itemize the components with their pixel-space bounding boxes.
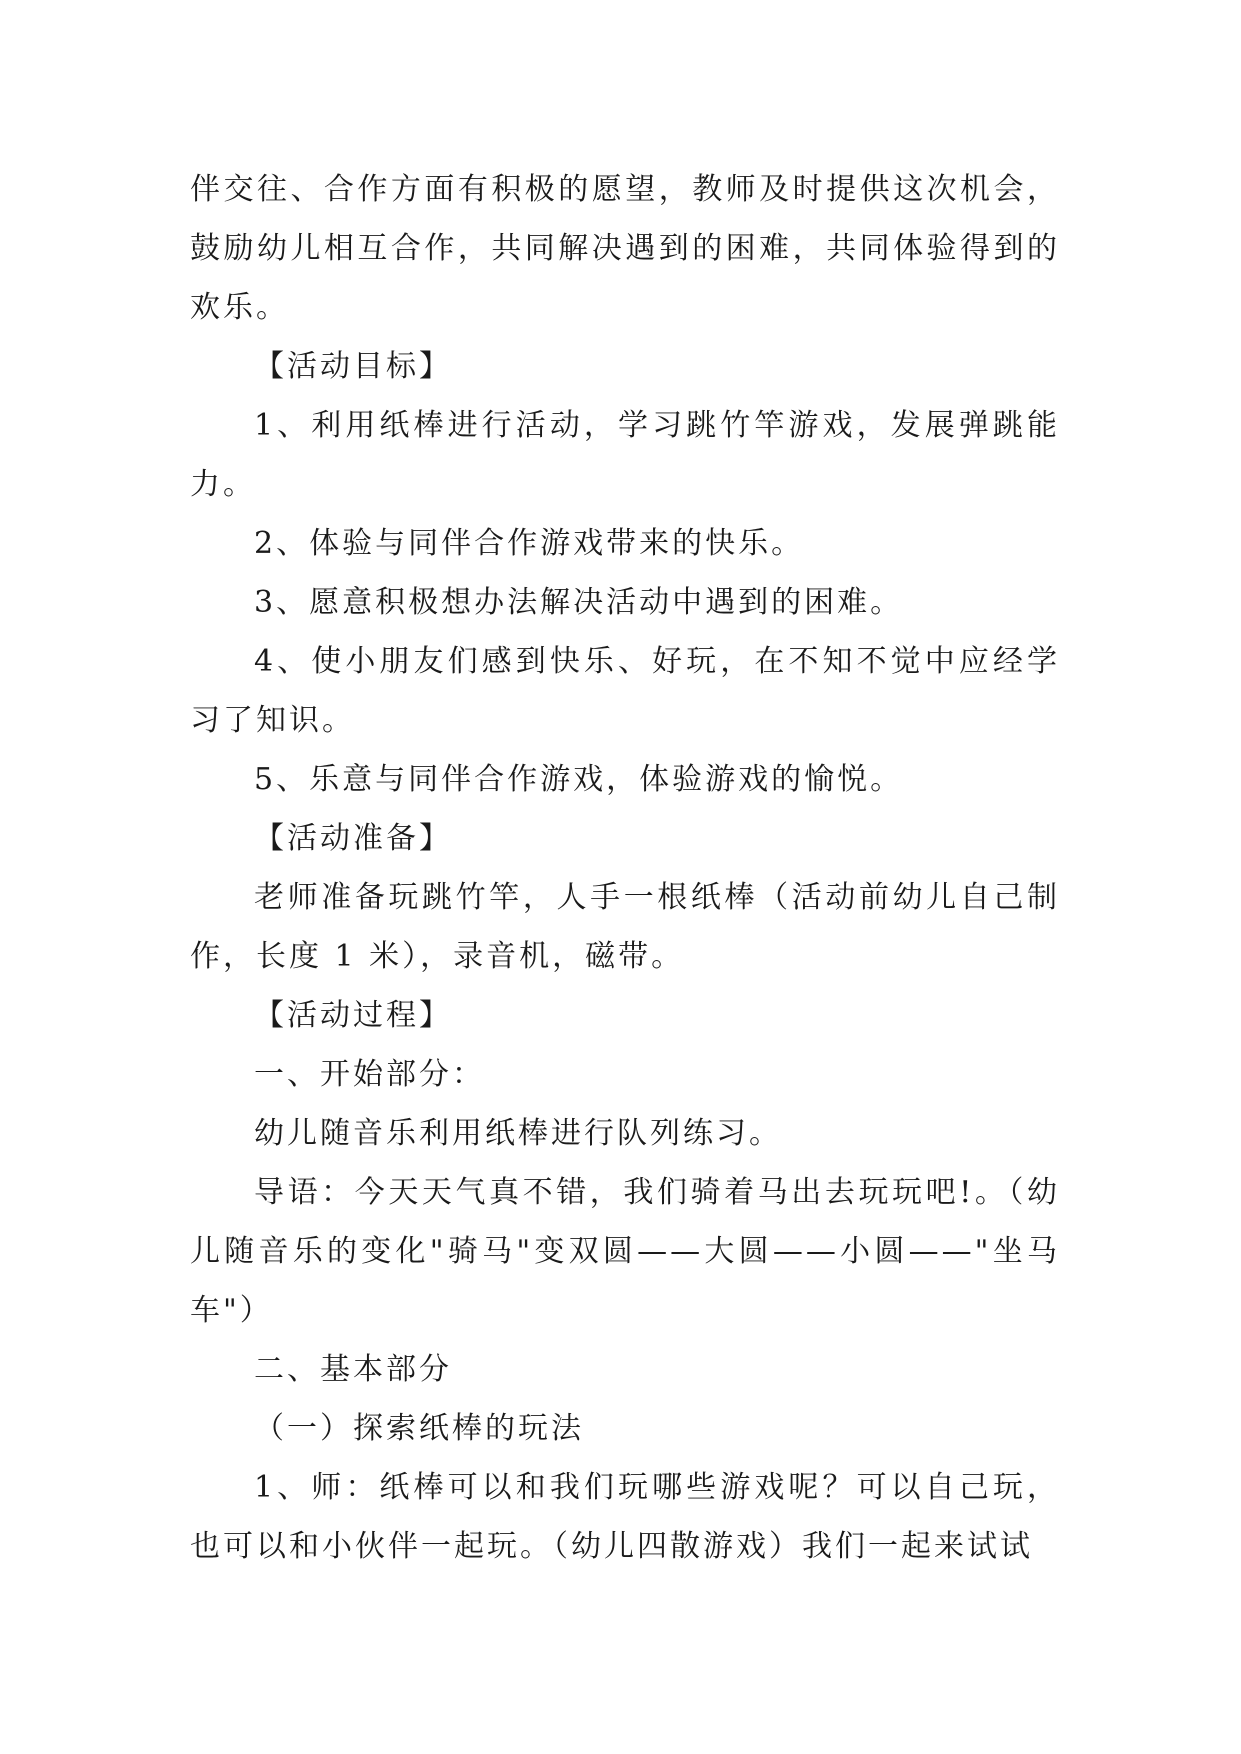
heading-activity-goals: 【活动目标】	[254, 349, 452, 384]
subsection-explore: （一）探索纸棒的玩法	[254, 1411, 584, 1446]
preparation-text: 老师准备玩跳竹竿，人手一根纸棒（活动前幼儿自己制作，长度 1 米），录音机，磁带。	[190, 880, 1060, 974]
goal-item-1: 1、利用纸棒进行活动，学习跳竹竿游戏，发展弹跳能力。	[190, 408, 1060, 502]
paragraph-intro-continuation: 伴交往、合作方面有积极的愿望，教师及时提供这次机会，鼓励幼儿相互合作，共同解决遇到的困难，共同体验得到的欢乐。	[190, 172, 1060, 325]
goal-item-5: 5、乐意与同伴合作游戏，体验游戏的愉悦。	[254, 762, 904, 797]
goal-item-4: 4、使小朋友们感到快乐、好玩，在不知不觉中应经学习了知识。	[190, 644, 1060, 738]
heading-activity-preparation: 【活动准备】	[254, 821, 452, 856]
start-description: 幼儿随音乐利用纸棒进行队列练习。	[254, 1116, 782, 1151]
section-start: 一、开始部分：	[254, 1057, 485, 1092]
goal-item-2: 2、体验与同伴合作游戏带来的快乐。	[254, 526, 805, 561]
section-basic: 二、基本部分	[254, 1352, 452, 1387]
explore-item-1: 1、师：纸棒可以和我们玩哪些游戏呢？可以自己玩，也可以和小伙伴一起玩。（幼儿四散游戏）我们一起来试试	[190, 1470, 1060, 1564]
start-guide-speech: 导语：今天天气真不错，我们骑着马出去玩玩吧!。（幼儿随音乐的变化"骑马"变双圆——大圆——小圆——"坐马车"）	[190, 1175, 1060, 1328]
goal-item-3: 3、愿意积极想办法解决活动中遇到的困难。	[254, 585, 904, 620]
heading-activity-process: 【活动过程】	[254, 998, 452, 1033]
document-body	[190, 160, 1060, 1576]
